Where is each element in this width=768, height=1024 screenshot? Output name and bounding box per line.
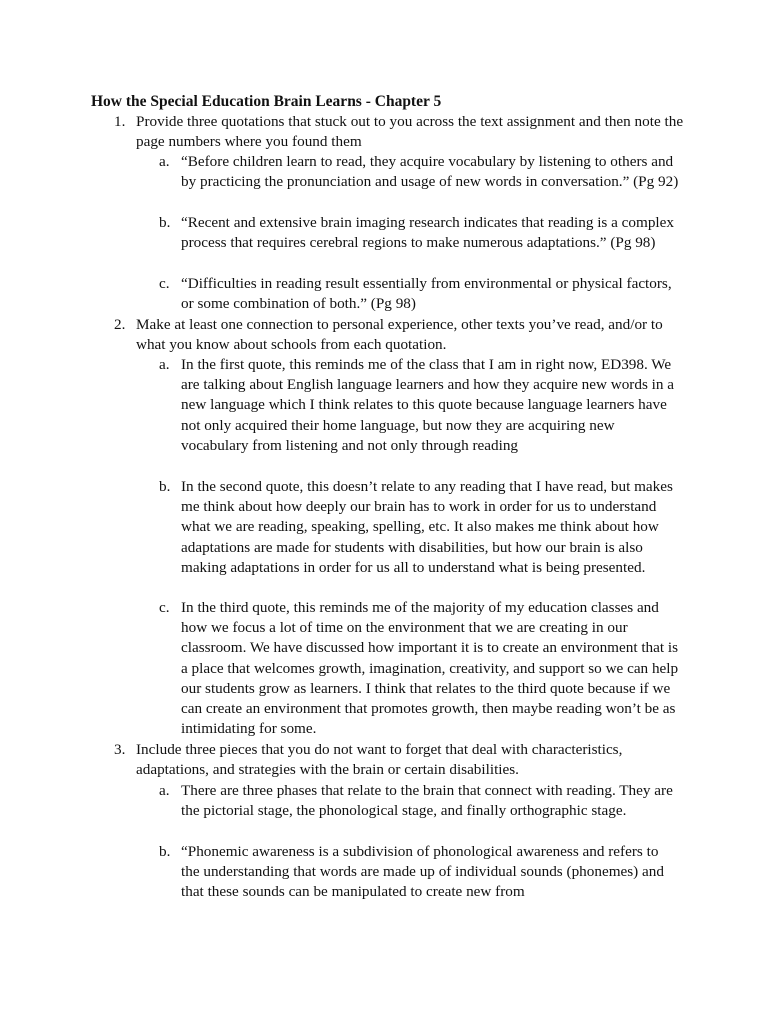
sub-item-text: In the first quote, this reminds me of the class that I am in right now, ED398. We are talking about English language learners and how they acquire new words in a new language which I think relates to this quote because language learners have not only acquired their home language, but now they are acquiring new vocabulary from listening and not only through reading <box>181 356 675 454</box>
sub-item-text: “Phonemic awareness is a subdivision of phonological awareness and refers to the understanding that words are made up of individual sounds (phonemes) and that these sounds can be manipulated to create new from <box>181 843 664 901</box>
list-item-1 <box>114 112 694 152</box>
sub-item-letter: b. <box>159 843 171 860</box>
sub-item-2c <box>159 598 679 739</box>
sub-item-text: “Before children learn to read, they acquire vocabulary by listening to others and by practicing the pronunciation and usage of new words in conversation.” (Pg 92) <box>181 153 679 191</box>
sub-item-letter: a. <box>159 782 170 799</box>
list-item-text: Make at least one connection to personal experience, other texts you’ve read, and/or to what you know about schools from each quotation. <box>136 316 663 354</box>
sub-item-3b <box>159 842 679 903</box>
sub-item-letter: c. <box>159 599 170 616</box>
sub-item-2b <box>159 477 679 578</box>
sub-item-2a <box>159 355 679 456</box>
list-item-3 <box>114 740 694 780</box>
sub-item-text: There are three phases that relate to the brain that connect with reading. They are the pictorial stage, the phonological stage, and finally orthographic stage. <box>181 782 673 820</box>
sub-item-letter: b. <box>159 214 171 231</box>
list-item-number: 3. <box>114 741 126 758</box>
sub-item-text: “Recent and extensive brain imaging research indicates that reading is a complex process that requires cerebral regions to make numerous adaptations.” (Pg 98) <box>181 214 674 252</box>
sub-item-text: “Difficulties in reading result essentially from environmental or physical factors, or some combination of both.” (Pg 98) <box>181 275 672 313</box>
sub-item-letter: b. <box>159 478 171 495</box>
sub-item-text: In the second quote, this doesn’t relate to any reading that I have read, but makes me think about how deeply our brain has to work in order for us to understand what we are reading, speaking, spelling, etc. It also makes me think about how adaptations are made for students with disabilities, but how our brain is also making adaptations in order for us all to understand what is being presented. <box>181 478 673 576</box>
sub-item-letter: c. <box>159 275 170 292</box>
sub-item-3a <box>159 781 679 821</box>
sub-item-1b <box>159 213 679 253</box>
sub-item-text: In the third quote, this reminds me of the majority of my education classes and how we focus a lot of time on the environment that we are creating in our classroom. We have discussed how important it is to create an environment that is a place that welcomes growth, imagination, creativity, and support so we can help our students grow as learners. I think that relates to the third quote because if we can create an environment that promotes growth, then maybe reading won’t be as intimidating for some. <box>181 599 679 738</box>
document-title: How the Special Education Brain Learns - Chapter 5 <box>91 93 442 110</box>
list-item-number: 1. <box>114 113 126 130</box>
sub-item-letter: a. <box>159 153 170 170</box>
sub-item-1a <box>159 152 679 192</box>
list-item-2 <box>114 315 694 355</box>
sub-item-1c <box>159 274 679 314</box>
list-item-text: Provide three quotations that stuck out to you across the text assignment and then note the page numbers where you found them <box>136 113 684 151</box>
list-item-number: 2. <box>114 316 126 333</box>
sub-item-letter: a. <box>159 356 170 373</box>
list-item-text: Include three pieces that you do not want to forget that deal with characteristics, adaptations, and strategies with the brain or certain disabilities. <box>136 741 623 779</box>
